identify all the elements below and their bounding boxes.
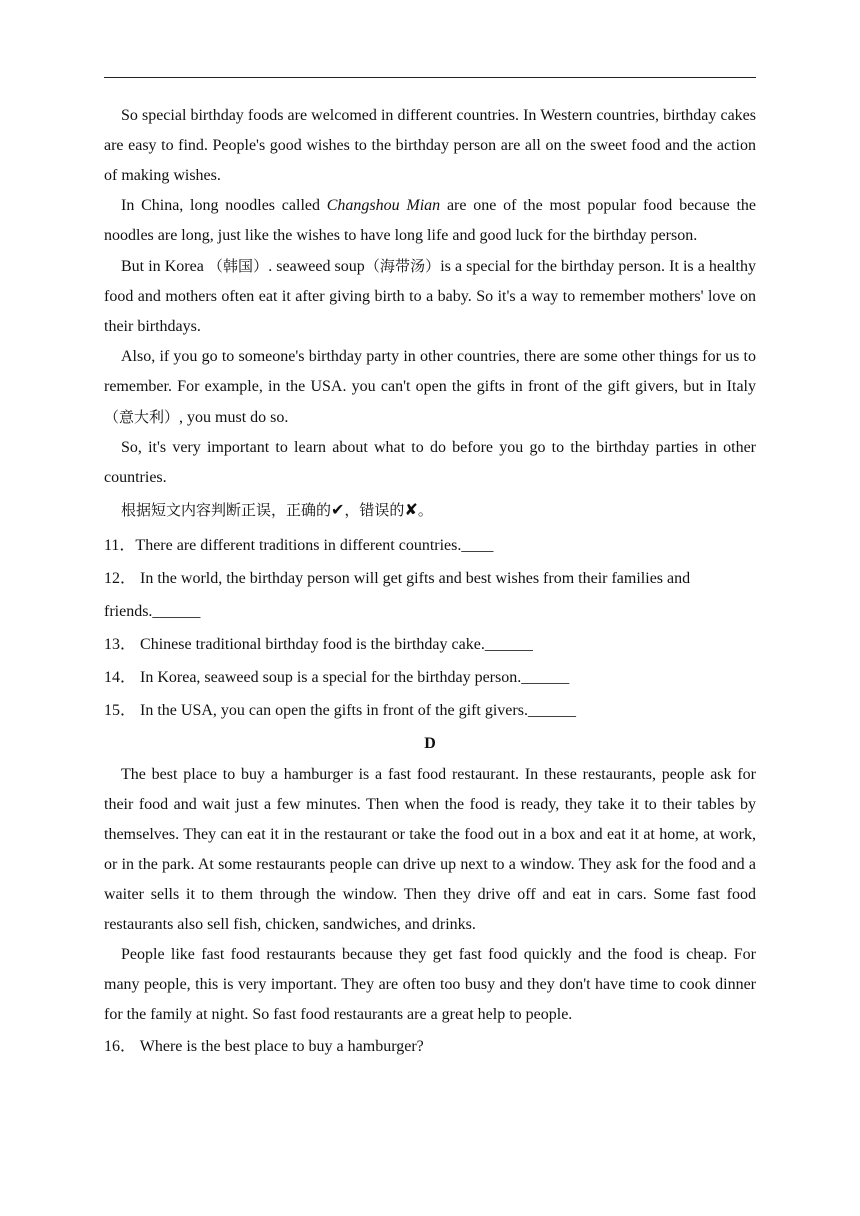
question-16: 16． Where is the best place to buy a hamburger?	[104, 1038, 424, 1055]
instruction-line: 根据短文内容判断正误，正确的✔，错误的✘。	[121, 500, 433, 519]
korea-chinese-gloss: （韩国）	[207, 257, 269, 275]
check-mark-icon: ✔	[331, 500, 345, 519]
section-d-heading: D	[424, 735, 436, 752]
italy-chinese-gloss: （意大利）	[104, 408, 180, 426]
question-14: 14． In Korea, seaweed soup is a special for the birthday person.______	[104, 669, 570, 686]
passage-paragraph: So special birthday foods are welcomed in different countries. In Western countries, birthday cakes are easy to find. People's good wishes to the birthday person are all on the sweet food and the action of making wishes.	[104, 107, 756, 184]
document-body	[104, 101, 756, 1063]
passage-paragraph: Also, if you go to someone's birthday party in other countries, there are some other things for us to remember. For example, in the USA. you can't open the gifts in front of the gift givers, but in Italy（意大利）, you must do so.	[104, 348, 756, 426]
passage-paragraph: In China, long noodles called Changshou Mian are one of the most popular food because the noodles are long, just like the wishes to have long life and good luck for the birthday person.	[104, 197, 757, 244]
passage-paragraph: The best place to buy a hamburger is a fast food restaurant. In these restaurants, people ask for their food and wait just a few minutes. Then when the food is ready, they take it to their tables by themselves. They can eat it in the restaurant or take the food out in a box and eat it at home, at work, or in the park. At some restaurants people can drive up next to a window. They ask for the food and a waiter sells it to them through the window. Then they drive off and eat in cars. Some fast food restaurants also sell fish, chicken, sandwiches, and drinks.	[104, 766, 756, 933]
passage-paragraph: So, it's very important to learn about what to do before you go to the birthday parties in other countries.	[104, 439, 756, 486]
question-11: 11．There are different traditions in different countries.____	[104, 537, 494, 554]
changshou-mian-term: Changshou Mian	[326, 197, 441, 214]
passage-paragraph: But in Korea （韩国）. seaweed soup（海带汤）is a special for the birthday person. It is a healthy food and mothers often eat it after giving birth to a baby. So it's a way to remember mothers' love on their birthdays.	[104, 257, 756, 335]
passage-paragraph: People like fast food restaurants because they get fast food quickly and the food is cheap. For many people, this is very important. They are often too busy and they don't have time to cook dinner for the family at night. So fast food restaurants are a great help to people.	[104, 946, 756, 1023]
header-rule	[104, 77, 756, 78]
question-13: 13． Chinese traditional birthday food is the birthday cake.______	[104, 636, 533, 653]
cross-mark-icon: ✘	[404, 500, 418, 519]
question-12: 12． In the world, the birthday person will get gifts and best wishes from their families and friends.______	[104, 570, 691, 620]
seaweed-soup-chinese-gloss: （海带汤）	[364, 257, 441, 275]
question-15: 15． In the USA, you can open the gifts in front of the gift givers.______	[104, 702, 576, 719]
